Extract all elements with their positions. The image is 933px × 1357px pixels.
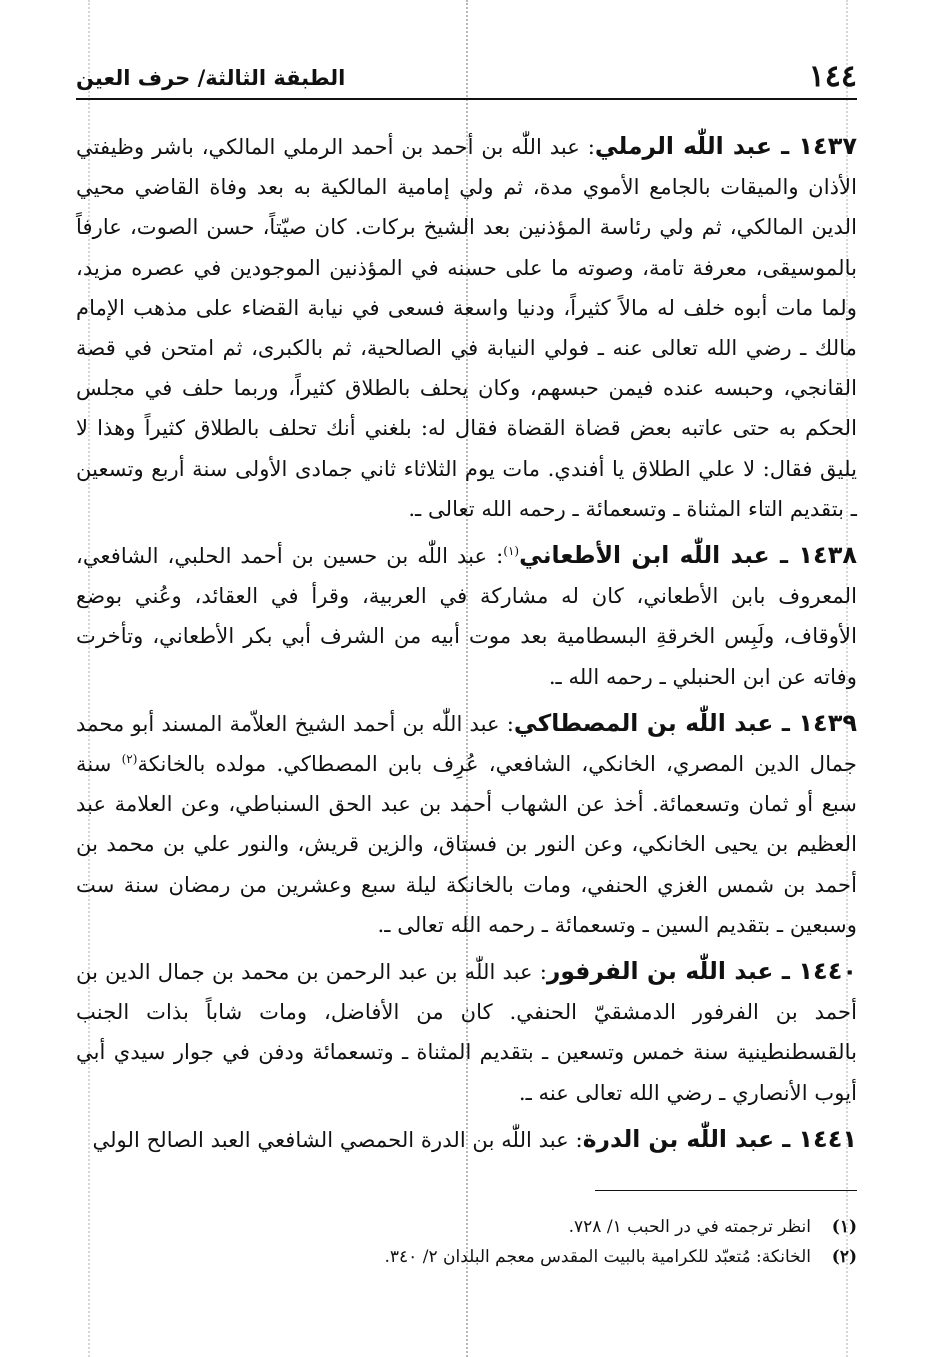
entry-body: : عبد اللّٰه بن الدرة الحمصي الشافعي العبد الصالح الولي <box>92 1126 583 1152</box>
entry-name: عبد اللّٰه بن الدرة <box>582 1124 775 1153</box>
entry-body-continued: سنة سبع أو ثمان وتسعمائة. أخذ عن الشهاب أحمد بن عبد الحق السنباطي، وعن العلامة عبد العظيم بن يحيى الخانكي، وعن النور بن فستاق، والزين قريش، والنور علي بن محمد بن أحمد بن شمس الغزي الحنفي، ومات بالخانكة ليلة سبع وعشرين من رمضان سنة ست وسبعين ـ بتقديم السين ـ وتسعمائة ـ رحمه الله تعالى ـ. <box>76 751 857 937</box>
entry-number: ١٤٣٨ <box>798 541 857 570</box>
footnote-reference[interactable]: (٢) <box>121 751 138 766</box>
biography-entry-1440: ١٤٤٠ ـ عبد اللّٰه بن الفرفور: عبد اللّٰه بن عبد الرحمن بن محمد بن جمال الدين بن أحمد بن الفرفور الدمشقيّ الحنفي. كان من الأفاضل، ومات شاباً بذات الجنب بالقسطنطينية سنة خمس وتسعين ـ بتقديم المثناة ـ وتسعمائة ودفن في جوار سيدي أبي أيوب الأنصاري ـ رضي الله تعالى عنه ـ. <box>76 957 857 1105</box>
entry-name: عبد اللّٰه الرملي <box>594 132 772 160</box>
biography-entry-1437: ١٤٣٧ ـ عبد اللّٰه الرملي: عبد اللّٰه بن أحمد بن أحمد الرملي المالكي، باشر وظيفتي الأذان والميقات بالجامع الأموي مدة، ثم ولي إمامية المالكية به بعد وفاة القاضي محيي الدين المالكي، ثم ولي رئاسة المؤذنين بعد الشيخ بركات. كان صيّتاً، حسن الصوت، عارفاً بالموسيقى، معرفة تامة، وصوته ما على حسنه في المؤذنين الموجودين في عصره مزيد، ولما مات أبوه خلف له مالاً كثيراً، ودنيا واسعة فسعى في نيابة القضاء على مذهب الإمام مالك ـ رضي الله تعالى عنه ـ فولي النيابة في الصالحية، ثم بالكبرى، ثم امتحن في قصة القانجي، وحبسه عنده فيمن حبسهم، وكان يحلف بالطلاق كثيراً، وربما حلف في مجلس الحكم به حتى عاتبه بعض قضاة القضاة فقال له: بلغني أنك تحلف بالطلاق كثيراً وهذا لا يليق فقال: لا علي الطلاق يا أفندي. مات يوم الثلاثاء ثاني جمادى الأولى سنة أربع وتسعين ـ بتقديم التاء المثناة ـ وتسعمائة ـ رحمه الله تعالى ـ. <box>76 132 857 521</box>
entry-number: ١٤٣٧ <box>798 132 857 160</box>
page-number: ١٤٤ <box>808 58 857 94</box>
entry-number: ١٤٤٠ <box>798 957 857 986</box>
footnote-text: الخانكة: مُتعبّد للكرامية بالبيت المقدس معجم البلدان ٢/ ٣٤٠. <box>384 1247 811 1267</box>
footnote-2 <box>76 1242 857 1272</box>
entry-name: عبد اللّٰه بن المصطاكي <box>513 708 774 737</box>
entry-number: ١٤٣٩ <box>798 708 857 737</box>
footnote-reference[interactable]: (١) <box>503 543 520 558</box>
entry-number: ١٤٤١ <box>798 1124 857 1153</box>
biography-entry-1439: ١٤٣٩ ـ عبد اللّٰه بن المصطاكي: عبد اللّٰه بن أحمد الشيخ العلاّمة المسند أبو محمد جمال الدين المصري، الخانكي، الشافعي، عُرِف بابن المصطاكي. مولده بالخانكة$^{(٢)}$ سنة سبع أو ثمان وتسعمائة. أخذ عن الشهاب أحمد بن عبد الحق السنباطي، وعن العلامة عبد العظيم بن يحيى الخانكي، وعن النور بن فستاق، والزين قريش، والنور علي بن محمد بن أحمد بن شمس الغزي الحنفي، ومات بالخانكة ليلة سبع وعشرين من رمضان سنة ست وسبعين ـ بتقديم السين ـ وتسعمائة ـ رحمه الله تعالى ـ. <box>76 708 857 937</box>
entry-body: : عبد اللّٰه بن عبد الرحمن بن محمد بن جمال الدين بن أحمد بن الفرفور الدمشقيّ الحنفي. كان من الأفاضل، ومات شاباً بذات الجنب بالقسطنطينية سنة خمس وتسعين ـ بتقديم المثناة ـ وتسعمائة ودفن في جوار سيدي أبي أيوب الأنصاري ـ رضي الله تعالى عنه ـ. <box>76 959 857 1105</box>
biography-entry-1441: ١٤٤١ ـ عبد اللّٰه بن الدرة: عبد اللّٰه بن الدرة الحمصي الشافعي العبد الصالح الولي <box>92 1124 857 1153</box>
entry-name: عبد اللّٰه ابن الأطعاني <box>519 541 770 570</box>
footnote-separator <box>595 1190 857 1191</box>
entry-name: عبد اللّٰه بن الفرفور <box>546 957 774 986</box>
running-title: الطبقة الثالثة/ حرف العين <box>76 66 346 90</box>
page-header <box>76 56 857 100</box>
footnote-1 <box>76 1212 857 1242</box>
entry-body: : عبد اللّٰه بن أحمد بن أحمد الرملي المالكي، باشر وظيفتي الأذان والميقات بالجامع الأموي مدة، ثم ولي إمامية المالكية به بعد وفاة القاضي محيي الدين المالكي، ثم ولي رئاسة المؤذنين بعد الشيخ بركات. كان صيّتاً، حسن الصوت، عارفاً بالموسيقى، معرفة تامة، وصوته ما على حسنه في المؤذنين الموجودين في عصره مزيد، ولما مات أبوه خلف له مالاً كثيراً، ودنيا واسعة فسعى في نيابة القضاء على مذهب الإمام مالك ـ رضي الله تعالى عنه ـ فولي النيابة في الصالحية، ثم بالكبرى، ثم امتحن في قصة القانجي، وحبسه عنده فيمن حبسهم، وكان يحلف بالطلاق كثيراً، وربما حلف في مجلس الحكم به حتى عاتبه بعض قضاة القضاة فقال له: بلغني أنك تحلف بالطلاق كثيراً وهذا لا يليق فقال: لا علي الطلاق يا أفندي. مات يوم الثلاثاء ثاني جمادى الأولى سنة أربع وتسعين ـ بتقديم التاء المثناة ـ وتسعمائة ـ رحمه الله تعالى ـ. <box>76 134 857 521</box>
footnote-number: (١) <box>831 1217 857 1237</box>
footnote-text: انظر ترجمته في در الحبب ١/ ٧٢٨. <box>568 1217 811 1237</box>
biography-entry-1438: ١٤٣٨ ـ عبد اللّٰه ابن الأطعاني$^{(١)}$: عبد اللّٰه بن حسين بن أحمد الحلبي، الشافعي، المعروف بابن الأطعاني، كان له مشاركة في العربية، وقرأ في العقائد، وعُني بوضع الأوقاف، ولَبِس الخرقةِ البسطامية بعد موت أبيه من الشرف أبي بكر الأطعاني، وتأخرت وفاته عن ابن الحنبلي ـ رحمه الله ـ. <box>76 541 857 689</box>
entry-body: : عبد اللّٰه بن أحمد الشيخ العلاّمة المسند أبو محمد جمال الدين المصري، الخانكي، الشافعي، عُرِف بابن المصطاكي. مولده بالخانكة <box>76 710 857 777</box>
footnote-number: (٢) <box>831 1247 857 1267</box>
footnotes <box>76 1212 857 1272</box>
main-text <box>76 126 857 1160</box>
entry-body: : عبد اللّٰه بن حسين بن أحمد الحلبي، الشافعي، المعروف بابن الأطعاني، كان له مشاركة في العربية، وقرأ في العقائد، وعُني بوضع الأوقاف، ولَبِس الخرقةِ البسطامية بعد موت أبيه من الشرف أبي بكر الأطعاني، وتأخرت وفاته عن ابن الحنبلي ـ رحمه الله ـ. <box>76 543 857 689</box>
